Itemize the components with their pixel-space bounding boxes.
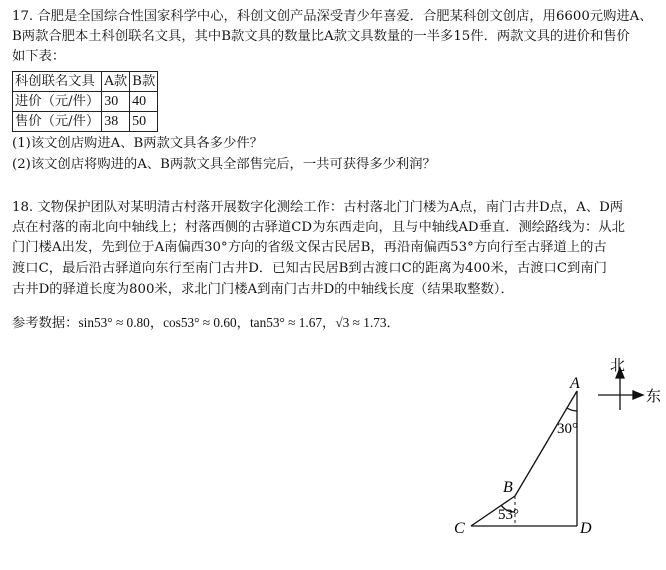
- point-label-c: C: [454, 520, 465, 537]
- q18-line-2: 点在村落的南北向中轴线上；村落西侧的古驿道CD为东西走向，且与中轴线AD垂直．测绘路线为：从北: [12, 220, 625, 235]
- point-label-b: B: [503, 479, 513, 496]
- q18-line-4: 渡口C，最后沿古驿道向东行至南门古井D．已知古民居B到古渡口C的距离为400米，古渡口C到南门: [12, 261, 607, 276]
- q17-line-3: 如下表：: [12, 49, 66, 64]
- table-cell: 30: [102, 92, 130, 112]
- angle-label-30: 30°: [557, 421, 578, 437]
- north-label: 北: [610, 356, 626, 374]
- q17-sub-question-2: (2)该文创店将购进的A、B两款文具全部售完后，一共可获得多少利润？: [12, 157, 436, 172]
- segment-AB: [515, 391, 577, 496]
- table-row-label: 售价（元/件）: [13, 112, 102, 132]
- table-cell: 38: [102, 112, 130, 132]
- east-arrow-icon: [633, 391, 643, 399]
- compass: [598, 368, 643, 410]
- q17-line-1: 17. 合肥是全国综合性国家科学中心，科创文创产品深受青少年喜爱．合肥某科创文创店，用6600元购进A、: [12, 9, 653, 24]
- angle-arc-a: [567, 408, 577, 411]
- table-header-cell: A款: [102, 72, 130, 92]
- table-cell: 50: [130, 112, 158, 132]
- angle-label-53: 53°: [498, 507, 519, 523]
- point-label-a: A: [570, 375, 580, 392]
- point-label-d: D: [580, 520, 592, 537]
- east-label: 东: [646, 387, 662, 405]
- q18-line-1: 18. 文物保护团队对某明清古村落开展数字化测绘工作：古村落北门门楼为A点，南门古井D点，A、D两: [12, 200, 624, 215]
- q17-line-2: B两款合肥本土科创联名文具，其中B款文具的数量比A款文具数量的一半多15件．两款文具的进价和售价: [12, 29, 630, 44]
- reference-label: 参考数据：: [12, 316, 79, 331]
- q18-line-3: 门门楼A出发，先到位于A南偏西30°方向的省级文保古民居B，再沿南偏西53°方向行至古驿道上的古: [12, 240, 607, 255]
- q17-sub-question-1: (1)该文创店购进A、B两款文具各多少件？: [12, 136, 263, 151]
- table-row-label: 进价（元/件）: [13, 92, 102, 112]
- reference-values: sin53° ≈ 0.80，cos53° ≈ 0.60，tan53° ≈ 1.67，√3 ≈ 1.73．: [78, 315, 400, 330]
- q18-line-5: 古井D的驿道长度为800米，求北门门楼A到南门古井D的中轴线长度（结果取整数）．: [12, 282, 514, 297]
- table-header-cell: B款: [130, 72, 158, 92]
- table-cell: 40: [130, 92, 158, 112]
- table-header-cell: 科创联名文具: [13, 72, 102, 92]
